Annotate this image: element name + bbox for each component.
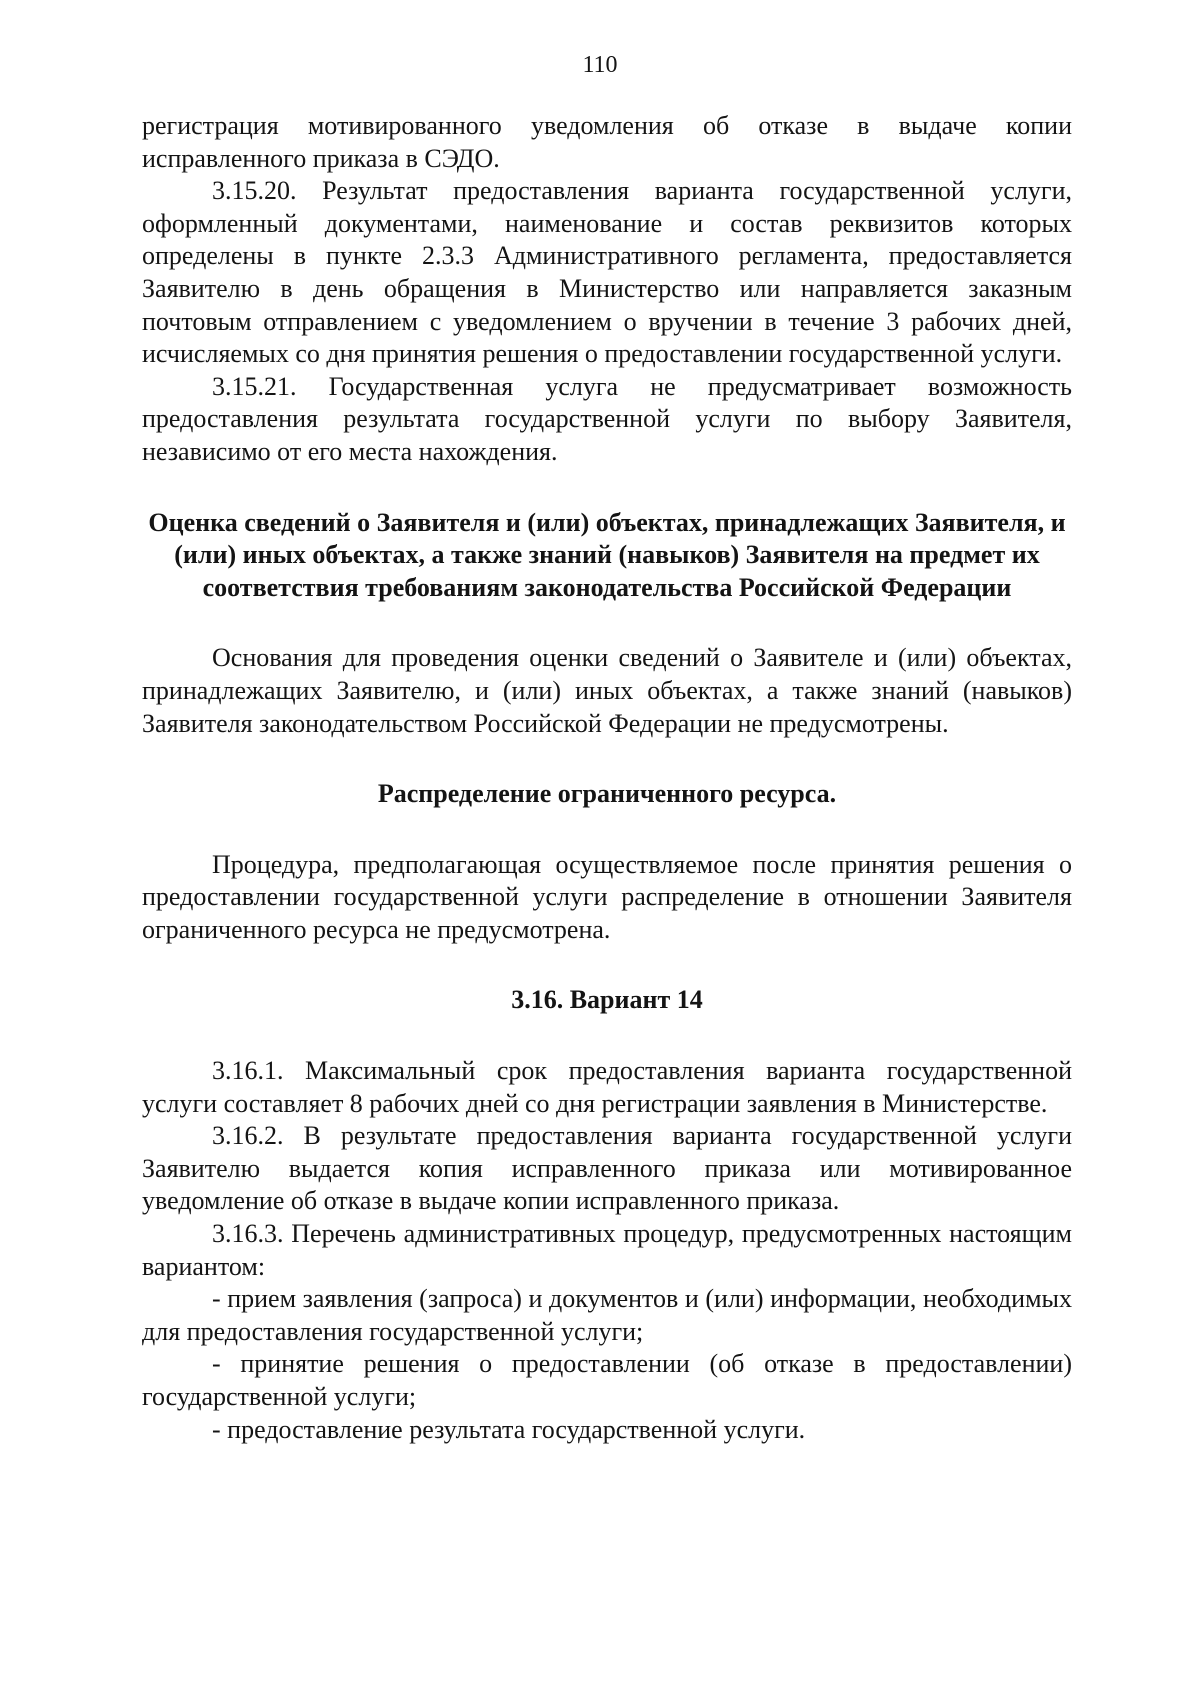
paragraph-3-16-2: 3.16.2. В результате предоставления варианта государственной услуги Заявителю выдается копия исправленного приказа или мотивированное уведомление об отказе в выдаче копии исправленного приказа. (142, 1121, 1072, 1216)
section-heading-variant-14: 3.16. Вариант 14 (511, 985, 703, 1015)
paragraph: регистрация мотивированного уведомления об отказе в выдаче копии исправленного приказа в СЭДО. (142, 111, 1072, 173)
paragraph-3-15-21: 3.15.21. Государственная услуга не предусматривает возможность предоставления результата государственной услуги по выбору Заявителя, независимо от его места нахождения. (142, 371, 1072, 466)
paragraph-3-15-20: 3.15.20. Результат предоставления варианта государственной услуги, оформленный документами, наименование и состав реквизитов которых определены в пункте 2.3.3 Административного регламента, предоставляется Заявителю в день обращения в Министерство или направляется заказным почтовым отправлением с уведомлением о вручении в течение 3 рабочих дней, исчисляемых со дня принятия решения о предоставлении государственной услуги. (142, 176, 1072, 369)
page-number: 110 (582, 52, 618, 78)
paragraph-3-16-3: 3.16.3. Перечень административных процедур, предусмотренных настоящим вариантом: (142, 1219, 1072, 1281)
section-heading-resource: Распределение ограниченного ресурса. (377, 779, 837, 809)
paragraph-assessment: Основания для проведения оценки сведений о Заявителе и (или) объектах, принадлежащих Заявителю, и (или) иных объектах, а также знаний (навыков) Заявителя законодательством Российской Федерации не предусмотрены. (142, 643, 1072, 738)
list-item: - предоставление результата государственной услуги. (212, 1414, 806, 1444)
paragraph-3-16-1: 3.16.1. Максимальный срок предоставления варианта государственной услуги составляет 8 рабочих дней со дня регистрации заявления в Министерстве. (142, 1056, 1072, 1118)
list-item: - прием заявления (запроса) и документов и (или) информации, необходимых для предоставления государственной услуги; (142, 1284, 1072, 1346)
list-item: - принятие решения о предоставлении (об отказе в предоставлении) государственной услуги; (142, 1349, 1072, 1411)
document-body (142, 110, 1072, 1446)
section-heading-assessment: Оценка сведений о Заявителя и (или) объектах, принадлежащих Заявителя, и (или) иных объектах, а также знаний (навыков) Заявителя на предмет их соответствия требованиям законодательства Российской Федерации (148, 507, 1066, 602)
paragraph-resource: Процедура, предполагающая осуществляемое после принятия решения о предоставлении государственной услуги распределение в отношении Заявителя ограниченного ресурса не предусмотрена. (142, 849, 1072, 944)
